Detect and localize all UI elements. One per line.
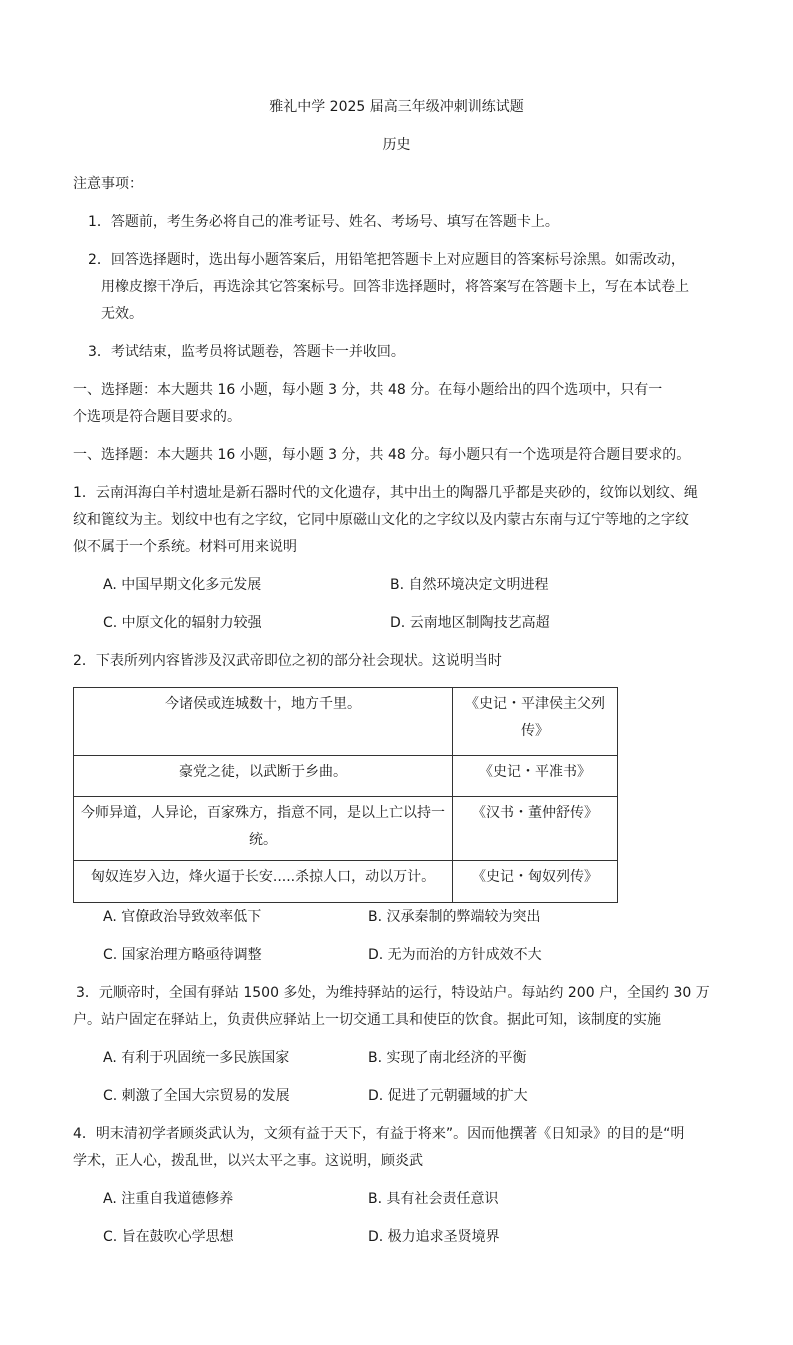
subject-title: 历史 [382,137,411,153]
table-row [74,797,618,861]
q4-option-c[interactable]: C. 旨在鼓吹心学思想 [103,1229,234,1245]
q2-row1-source-cont: 传》 [521,723,549,739]
q2-option-d[interactable]: D. 无为而治的方针成效不大 [368,947,542,963]
q3-option-c[interactable]: C. 刺激了全国大宗贸易的发展 [103,1088,290,1104]
q2-source-table [73,687,618,903]
q3-stem-line2: 户。站户固定在驿站上，负责供应驿站上一切交通工具和使臣的饮食。据此可知，该制度的实施 [73,1012,661,1028]
section-intro-line1: 一、选择题：本大题共 16 小题，每小题 3 分，共 48 分。在每小题给出的四个选项中，只有一 [73,382,663,398]
q3-option-a[interactable]: A. 有利于巩固统一多民族国家 [103,1050,290,1066]
q2-row3-source: 《汉书・董仲舒传》 [472,805,598,821]
section-intro-line2: 个选项是符合题目要求的。 [73,409,241,425]
exam-title: 雅礼中学 2025 届高三年级冲刺训练试题 [269,99,524,115]
q4-stem-line1: 4．明末清初学者顾炎武认为，文须有益于天下，有益于将来”。因而他撰著《日知录》的目的是“明 [73,1126,685,1142]
q4-option-b[interactable]: B. 具有社会责任意识 [368,1191,499,1207]
section-intro-repeat: 一、选择题：本大题共 16 小题，每小题 3 分，共 48 分。每小题只有一个选项是符合题目要求的。 [73,447,691,463]
q2-row3-text-cont: 统。 [249,832,277,848]
q2-row2-text: 豪党之徒，以武断于乡曲。 [179,764,347,780]
q1-option-b[interactable]: B. 自然环境决定文明进程 [390,577,549,593]
q1-stem-line2: 纹和篦纹为主。划纹中也有之字纹，它同中原磁山文化的之字纹以及内蒙古东南与辽宁等地的之字纹 [73,512,689,528]
q4-stem-line2: 学术，正人心，拨乱世，以兴太平之事。这说明，顾炎武 [73,1153,423,1169]
q1-stem-line1: 1．云南洱海白羊村遗址是新石器时代的文化遗存，其中出土的陶器几乎都是夹砂的，纹饰以划纹、绳 [73,485,698,501]
table-row [74,688,618,756]
notice-item-2-cont2: 无效。 [101,306,143,322]
q2-row3-text: 今师异道，人异论，百家殊方，指意不同，是以上亡以持一 [81,805,445,821]
q1-stem-line3: 似不属于一个系统。材料可用来说明 [73,539,297,555]
q2-stem: 2．下表所列内容皆涉及汉武帝即位之初的部分社会现状。这说明当时 [73,653,502,669]
q2-option-c[interactable]: C. 国家治理方略亟待调整 [103,947,262,963]
q2-row2-source: 《史记・平准书》 [479,764,591,780]
q1-option-a[interactable]: A. 中国早期文化多元发展 [103,577,262,593]
q4-option-a[interactable]: A. 注重自我道德修养 [103,1191,234,1207]
q1-option-d[interactable]: D. 云南地区制陶技艺高超 [390,615,550,631]
notice-item-2-cont: 用橡皮擦干净后，再选涂其它答案标号。回答非选择题时，将答案写在答题卡上，写在本试卷上 [101,279,689,295]
q2-row1-source: 《史记・平津侯主父列 [465,696,605,712]
table-row [74,756,618,797]
q2-row1-text: 今诸侯或连城数十，地方千里。 [165,696,361,712]
q2-row4-source: 《史记・匈奴列传》 [472,869,598,885]
q4-option-d[interactable]: D. 极力追求圣贤境界 [368,1229,500,1245]
q2-row4-text: 匈奴连岁入边，烽火逼于长安.....杀掠人口，动以万计。 [90,869,436,885]
notice-item-3: 3．考试结束，监考员将试题卷，答题卡一并收回。 [88,344,405,360]
notice-item-2: 2．回答选择题时，选出每小题答案后，用铅笔把答题卡上对应题目的答案标号涂黑。如需改动， [88,252,685,268]
q3-option-b[interactable]: B. 实现了南北经济的平衡 [368,1050,527,1066]
q2-option-a[interactable]: A. 官僚政治导致效率低下 [103,909,262,925]
q3-option-d[interactable]: D. 促进了元朝疆域的扩大 [368,1088,528,1104]
table-row [74,861,618,903]
q3-stem-line1: 3．元顺帝时，全国有驿站 1500 多处，为维持驿站的运行，特设站户。每站约 200 户，全国约 30 万 [76,985,710,1001]
q2-option-b[interactable]: B. 汉承秦制的弊端较为突出 [368,909,541,925]
notice-item-1: 1．答题前，考生务必将自己的准考证号、姓名、考场号、填写在答题卡上。 [88,214,559,230]
notice-heading: 注意事项： [73,176,143,192]
q1-option-c[interactable]: C. 中原文化的辐射力较强 [103,615,262,631]
